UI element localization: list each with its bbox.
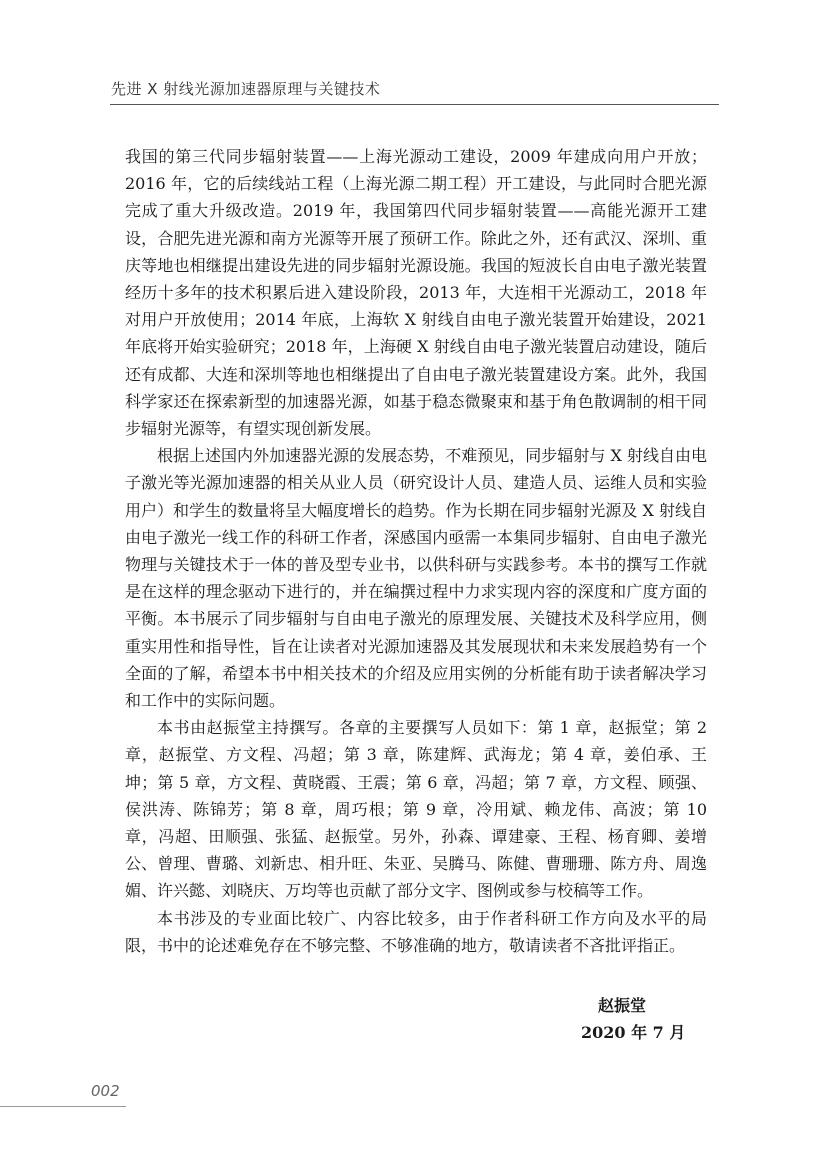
page-number: 002 bbox=[91, 1082, 120, 1100]
signature-date: 2020 年 7 月 bbox=[581, 1023, 686, 1042]
signature-author: 赵振堂 bbox=[598, 996, 647, 1015]
running-header-title: 先进 X 射线光源加速器原理与关键技术 bbox=[111, 80, 381, 98]
preface-paragraph-4: 本书涉及的专业面比较广、内容比较多，由于作者科研工作方向及水平的局限，书中的论述难免存在不够完整、不够准确的地方，敬请读者不吝批评指正。 bbox=[125, 908, 707, 955]
preface-body bbox=[125, 143, 707, 959]
preface-paragraph-1: 我国的第三代同步辐射装置——上海光源动工建设，2009 年建成向用户开放；2016 年，它的后续线站工程（上海光源二期工程）开工建设，与此同时合肥光源完成了重大升级改造。2019 年，我国第四代同步辐射装置——高能光源开工建设，合肥先进光源和南方光源等开展了预研工作。除此之外，还有武汉、深圳、重庆等地也相继提出建设先进的同步辐射光源设施。我国的短波长自由电子激光装置经历十多年的技术积累后进入建设阶段，2013 年，大连相干光源动工，2018 年对用户开放使用；2014 年底，上海软 X 射线自由电子激光装置开始建设，2021 年底将开始实验研究；2018 年，上海硬 X 射线自由电子激光装置启动建设，随后还有成都、大连和深圳等地也相继提出了自由电子激光装置建设方案。此外，我国科学家还在探索新型的加速器光源，如基于稳态微聚束和基于角色散调制的相干同步辐射光源等，有望实现创新发展。 bbox=[125, 147, 707, 439]
preface-paragraph-2: 根据上述国内外加速器光源的发展态势，不难预见，同步辐射与 X 射线自由电子激光等光源加速器的相关从业人员（研究设计人员、建造人员、运维人员和实验用户）和学生的数量将呈大幅度增长的趋势。作为长期在同步辐射光源及 X 射线自由电子激光一线工作的科研工作者，深感国内亟需一本集同步辐射、自由电子激光物理与关键技术于一体的普及型专业书，以供科研与实践参考。本书的撰写工作就是在这样的理念驱动下进行的，并在编撰过程中力求实现内容的深度和广度方面的平衡。本书展示了同步辐射与自由电子激光的原理发展、关键技术及科学应用，侧重实用性和指导性，旨在让读者对光源加速器及其发展现状和未来发展趋势有一个全面的了解，希望本书中相关技术的介绍及应用实例的分析能有助于读者解决学习和工作中的实际问题。 bbox=[125, 446, 707, 711]
header-divider bbox=[110, 104, 719, 105]
preface-paragraph-3: 本书由赵振堂主持撰写。各章的主要撰写人员如下：第 1 章，赵振堂；第 2 章，赵振堂、方文程、冯超；第 3 章，陈建辉、武海龙；第 4 章，姜伯承、王坤；第 5 章，方文程、黄晓霞、王震；第 6 章，冯超；第 7 章，方文程、顾强、侯洪涛、陈锦芳；第 8 章，周巧根；第 9 章，冷用斌、赖龙伟、高波；第 10 章，冯超、田顺强、张猛、赵振堂。另外，孙森、谭建豪、王程、杨育卿、姜增公、曾理、曹璐、刘新忠、相升旺、朱亚、吴腾马、陈健、曹珊珊、陈方舟、周逸媚、许兴懿、刘晓庆、万均等也贡献了部分文字、图例或参与校稿等工作。 bbox=[125, 718, 707, 901]
footer-divider bbox=[0, 1106, 126, 1107]
